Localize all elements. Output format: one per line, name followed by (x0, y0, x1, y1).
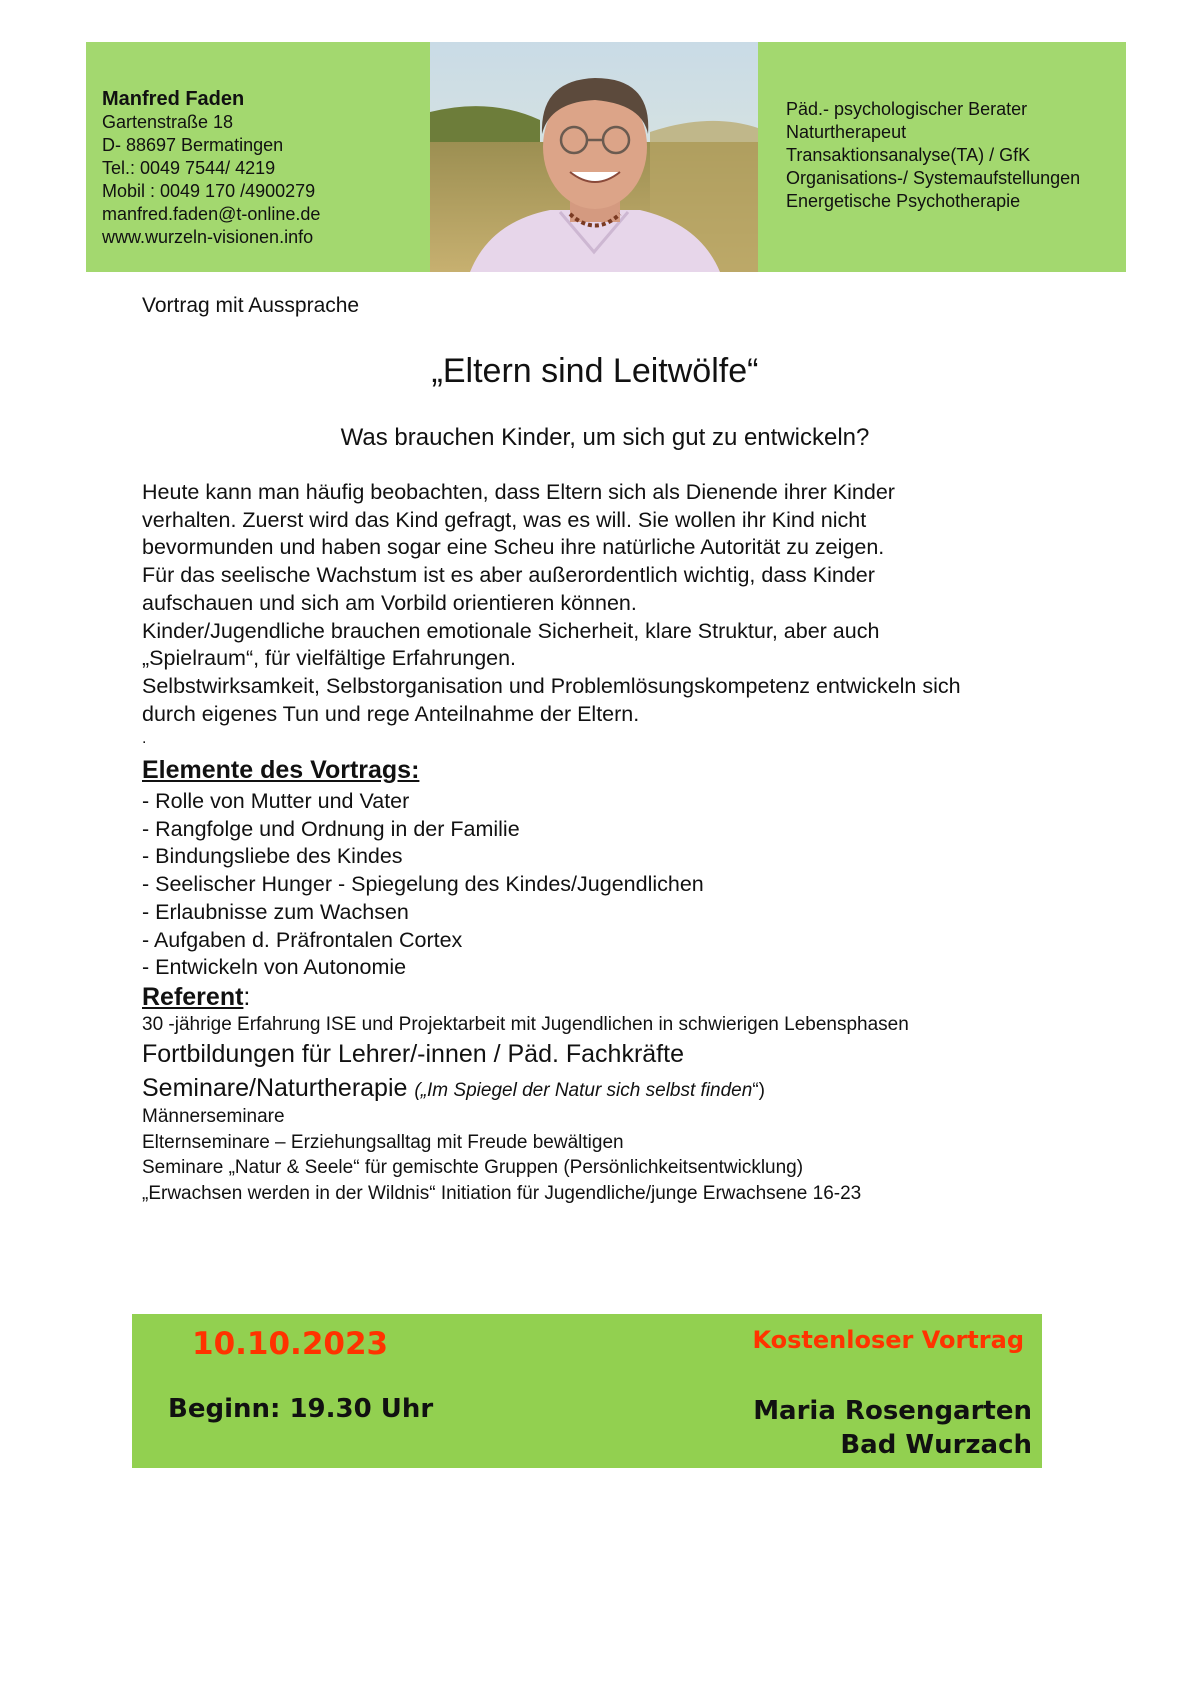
qualification-item: Naturtherapeut (786, 122, 907, 142)
seminar-close: “) (752, 1080, 765, 1101)
seminar-quote: („Im Spiegel der Natur sich selbst finden (414, 1080, 753, 1101)
referent-heading-label: Referent (142, 983, 244, 1011)
referent-heading-colon: : (243, 983, 251, 1011)
seminar-main: Seminare/Naturtherapie (142, 1074, 408, 1102)
free-lecture-label: Kostenloser Vortrag (752, 1326, 1024, 1354)
list-item: - Entwickeln von Autonomie (142, 955, 407, 980)
elements-heading: Elemente des Vortrags: (142, 756, 420, 784)
list-item: - Rolle von Mutter und Vater (142, 789, 410, 813)
body-line: Für das seelische Wachstum ist es aber außerordentlich wichtig, dass Kinder (142, 563, 875, 588)
contact-street: Gartenstraße 18 (102, 112, 234, 132)
referent-more-item: Männerseminare (142, 1106, 285, 1127)
list-item: - Aufgaben d. Präfrontalen Cortex (142, 927, 463, 952)
contact-city: D- 88697 Bermatingen (102, 135, 284, 155)
referent-experience: 30 -jährige Erfahrung ISE und Projektarbeit mit Jugendlichen in schwierigen Lebensphasen (142, 1014, 909, 1035)
event-info-box (132, 1314, 1042, 1468)
elements-list (142, 788, 704, 982)
event-start-time: Beginn: 19.30 Uhr (168, 1394, 434, 1424)
location-line: Maria Rosengarten (753, 1396, 1032, 1426)
referent-more-item: Elternseminare – Erziehungsalltag mit Freude bewältigen (142, 1131, 624, 1153)
contact-website[interactable]: www.wurzeln-visionen.info (102, 227, 314, 247)
contact-email[interactable]: manfred.faden@t-online.de (102, 204, 321, 224)
body-paragraph (142, 479, 1082, 728)
referent-more-item: „Erwachsen werden in der Wildnis“ Initiation für Jugendliche/junge Erwachsene 16-23 (142, 1182, 862, 1204)
list-item: - Erlaubnisse zum Wachsen (142, 899, 409, 924)
body-line: durch eigenes Tun und rege Anteilnahme der Eltern. (142, 701, 640, 726)
qualification-item: Organisations-/ Systemaufstellungen (786, 168, 1081, 188)
event-location (753, 1394, 1032, 1462)
contact-name: Manfred Faden (102, 88, 245, 110)
body-line: „Spielraum“, für vielfältige Erfahrungen. (142, 646, 517, 671)
contact-panel (86, 42, 430, 272)
contact-mobile: Mobil : 0049 170 /4900279 (102, 181, 316, 201)
list-item: - Bindungsliebe des Kindes (142, 844, 403, 869)
contact-phone: Tel.: 0049 7544/ 4219 (102, 158, 276, 178)
qualification-item: Energetische Psychotherapie (786, 191, 1021, 211)
location-line: Bad Wurzach (840, 1430, 1032, 1460)
contact-block (102, 88, 320, 249)
portrait-illustration (430, 42, 758, 272)
referent-more-item: Seminare „Natur & Seele“ für gemischte Gruppen (Persönlichkeitsentwicklung) (142, 1157, 804, 1178)
body-line: Selbstwirksamkeit, Selbstorganisation und Problemlösungskompetenz entwickeln sich (142, 673, 961, 698)
event-date: 10.10.2023 (192, 1326, 389, 1362)
qualification-item: Transaktionsanalyse(TA) / GfK (786, 145, 1031, 165)
qualifications-list (786, 98, 1080, 213)
qualification-item: Päd.- psychologischer Berater (786, 99, 1028, 119)
body-line: Heute kann man häufig beobachten, dass Eltern sich als Dienende ihrer Kinder (142, 480, 895, 504)
qualifications-panel (758, 42, 1126, 272)
referent-heading (142, 983, 250, 1012)
body-line: Kinder/Jugendliche brauchen emotionale Sicherheit, klare Struktur, aber auch (142, 618, 880, 643)
list-item: - Seelischer Hunger - Spiegelung des Kindes/Jugendlichen (142, 872, 704, 897)
separator-dot: . (142, 730, 147, 747)
body-line: aufschauen und sich am Vorbild orientieren können. (142, 590, 637, 615)
list-item: - Rangfolge und Ordnung in der Familie (142, 816, 520, 841)
referent-training: Fortbildungen für Lehrer/-innen / Päd. Fachkräfte (142, 1040, 684, 1068)
page-title: „Eltern sind Leitwölfe“ (431, 352, 759, 390)
referent-more (142, 1104, 861, 1206)
portrait-photo (430, 42, 758, 272)
body-line: bevormunden und haben sogar eine Scheu ihre natürliche Autorität zu zeigen. (142, 535, 885, 560)
referent-seminar (142, 1074, 765, 1103)
page-subtitle: Was brauchen Kinder, um sich gut zu entwickeln? (340, 424, 870, 451)
intro-text: Vortrag mit Aussprache (142, 294, 360, 317)
body-line: verhalten. Zuerst wird das Kind gefragt, was es will. Sie wollen ihr Kind nicht (142, 507, 867, 532)
